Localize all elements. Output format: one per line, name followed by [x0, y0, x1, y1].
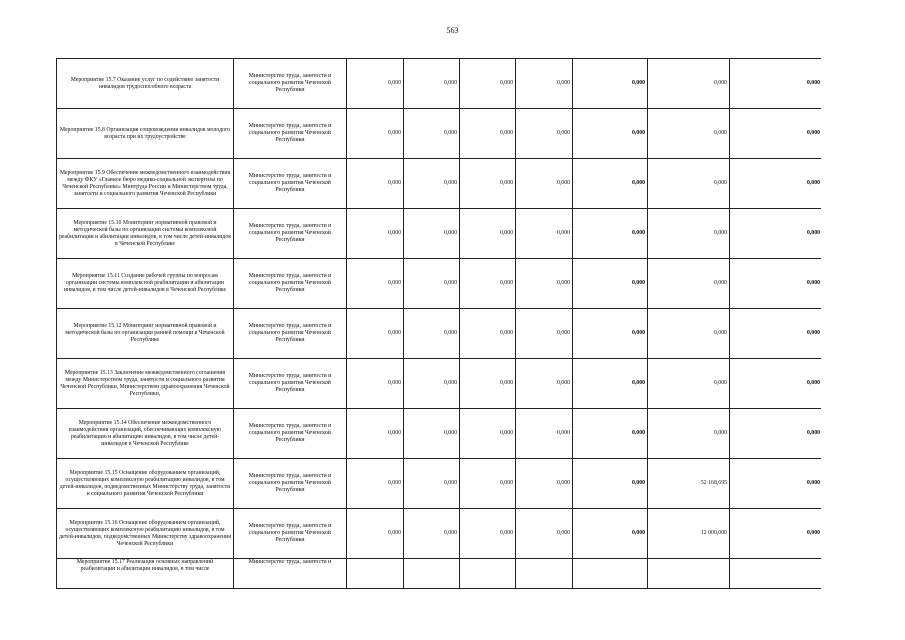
- value-cell: 0,000: [516, 109, 573, 159]
- value-cell: 0,000: [460, 309, 516, 359]
- value-cell: 0,000: [648, 409, 730, 459]
- value-cell: 0,000: [460, 209, 516, 259]
- value-cell: 0,000: [347, 409, 404, 459]
- value-cell: 0,000: [460, 109, 516, 159]
- value-cell: 0,000: [516, 409, 573, 459]
- value-cell: [404, 559, 460, 589]
- table-row: [57, 309, 822, 359]
- value-cell: 0,000: [516, 59, 573, 109]
- value-cell: 0,000: [648, 359, 730, 409]
- value-cell: [347, 559, 404, 589]
- measure-name-cell: Мероприятие 15.16 Оснащение оборудованием организаций, осуществляющих комплексную реабилитацию инвалидов, в том детей-инвалидов, подведомственных Министерству здравоохранения Чеченской Республики: [57, 509, 234, 559]
- value-cell: [648, 559, 730, 589]
- measure-name-cell: Мероприятие 15.11 Создание рабочей группы по вопросам организации системы комплексной реабилитации и абилитации инвалидов, в том числе детей-инвалидов в Чеченской Республике: [57, 259, 234, 309]
- value-cell: 0,000: [460, 459, 516, 509]
- value-cell: 0,000: [404, 109, 460, 159]
- table-row: [57, 459, 822, 509]
- value-cell: [516, 559, 573, 589]
- measure-name-cell: Мероприятие 15.7 Оказание услуг по содействию занятости инвалидов трудоспособного возраста: [57, 59, 234, 109]
- value-cell: 0,000: [347, 259, 404, 309]
- value-cell: 0,000: [347, 209, 404, 259]
- value-cell: 0,000: [404, 209, 460, 259]
- measure-name-cell: Мероприятие 15.8 Организация сопровождения инвалидов молодого возраста при их трудоустройстве: [57, 109, 234, 159]
- responsible-executor-cell: Министерство труда, занятости и социального развития Чеченской Республики: [234, 59, 347, 109]
- value-cell: 0,000: [573, 59, 648, 109]
- value-cell: 0,000: [460, 159, 516, 209]
- value-cell: 0,000: [648, 309, 730, 359]
- measure-name-cell: Мероприятие 15.14 Обеспечение межведомственного взаимодействия организаций, обеспечивающих комплексную реабилитацию и абилитацию инвалидов, в том числе детей-инвалидов в Чеченской Республике: [57, 409, 234, 459]
- measure-name-cell: Мероприятие 15.13 Заключение межведомственного соглашения между Министерством труда, занятости и социального развития Чеченской Республики, Министерством здравоохранения Чеченской Республики,: [57, 359, 234, 409]
- value-cell: 0,000: [573, 359, 648, 409]
- value-cell: 0,000: [648, 159, 730, 209]
- value-cell: 0,000: [573, 509, 648, 559]
- value-cell: 0,000: [730, 109, 822, 159]
- value-cell: 0,000: [516, 509, 573, 559]
- value-cell: [730, 559, 822, 589]
- value-cell: 0,000: [460, 59, 516, 109]
- table-row: [57, 259, 822, 309]
- table-row: [57, 109, 822, 159]
- responsible-executor-cell: Министерство труда, занятости и социального развития Чеченской Республики: [234, 309, 347, 359]
- value-cell: 0,000: [404, 509, 460, 559]
- value-cell: 0,000: [516, 159, 573, 209]
- value-cell: 0,000: [573, 409, 648, 459]
- budget-table-wrapper: [56, 58, 821, 593]
- measure-name-cell: Мероприятие 15.17 Реализация основных направлений реабилитации и абилитации инвалидов, в том числе: [57, 559, 234, 589]
- value-cell: 0,000: [516, 209, 573, 259]
- value-cell: 0,000: [648, 109, 730, 159]
- measure-name-cell: Мероприятие 15.15 Оснащение оборудованием организаций, осуществляющих комплексную реабилитацию инвалидов, в том детей-инвалидов, подведомственных Министерству труда, занятости и социального развития Чеченской Республики: [57, 459, 234, 509]
- value-cell: 0,000: [404, 309, 460, 359]
- value-cell: 0,000: [404, 259, 460, 309]
- value-cell: [460, 559, 516, 589]
- value-cell: 0,000: [648, 59, 730, 109]
- table-body: [57, 59, 822, 589]
- responsible-executor-cell: Министерство труда, занятости и социального развития Чеченской Республики: [234, 259, 347, 309]
- value-cell: 0,000: [730, 159, 822, 209]
- value-cell: 0,000: [460, 509, 516, 559]
- measure-name-cell: Мероприятие 15.10 Мониторинг нормативной правовой и методической базы по организации системы комплексной реабилитации и абилитации инвалидов, в том числе детей-инвалидов в Чеченской Республике: [57, 209, 234, 259]
- value-cell: 0,000: [648, 209, 730, 259]
- page-number: 563: [446, 26, 459, 35]
- value-cell: 0,000: [460, 409, 516, 459]
- value-cell: 0,000: [573, 459, 648, 509]
- value-cell: 52 168,695: [648, 459, 730, 509]
- value-cell: 0,000: [573, 109, 648, 159]
- value-cell: 0,000: [404, 409, 460, 459]
- value-cell: 0,000: [460, 259, 516, 309]
- value-cell: 0,000: [730, 409, 822, 459]
- value-cell: 0,000: [516, 359, 573, 409]
- measure-name-cell: Мероприятие 15.12 Мониторинг нормативной правовой и методической базы по организации ранней помощи в Чеченской Республике: [57, 309, 234, 359]
- value-cell: 0,000: [347, 109, 404, 159]
- responsible-executor-cell: Министерство труда, занятости и: [234, 559, 347, 589]
- value-cell: 0,000: [730, 309, 822, 359]
- value-cell: 0,000: [347, 159, 404, 209]
- value-cell: 0,000: [730, 259, 822, 309]
- value-cell: 0,000: [648, 259, 730, 309]
- value-cell: 0,000: [404, 359, 460, 409]
- responsible-executor-cell: Министерство труда, занятости и социального развития Чеченской Республики: [234, 459, 347, 509]
- responsible-executor-cell: Министерство труда, занятости и социального развития Чеченской Республики: [234, 109, 347, 159]
- value-cell: 0,000: [730, 509, 822, 559]
- value-cell: 0,000: [404, 459, 460, 509]
- responsible-executor-cell: Министерство труда, занятости и социального развития Чеченской Республики: [234, 209, 347, 259]
- value-cell: 0,000: [347, 359, 404, 409]
- responsible-executor-cell: Министерство труда, занятости и социального развития Чеченской Республики: [234, 509, 347, 559]
- value-cell: 0,000: [573, 309, 648, 359]
- value-cell: 0,000: [730, 359, 822, 409]
- table-row: [57, 59, 822, 109]
- value-cell: 0,000: [730, 209, 822, 259]
- value-cell: 0,000: [516, 259, 573, 309]
- value-cell: 0,000: [347, 459, 404, 509]
- value-cell: 0,000: [573, 159, 648, 209]
- value-cell: 0,000: [516, 309, 573, 359]
- table-row: [57, 559, 822, 589]
- value-cell: 0,000: [573, 209, 648, 259]
- value-cell: 0,000: [404, 59, 460, 109]
- value-cell: 0,000: [460, 359, 516, 409]
- value-cell: 0,000: [404, 159, 460, 209]
- table-row: [57, 159, 822, 209]
- measure-name-cell: Мероприятие 15.9 Обеспечение межведомственного взаимодействия между ФКУ «Главное бюро медико-социальной экспертизы по Чеченской Республике» Минтруда России и Министерством труда, занятости и социального развития Чеченской Республики: [57, 159, 234, 209]
- responsible-executor-cell: Министерство труда, занятости и социального развития Чеченской Республики: [234, 359, 347, 409]
- value-cell: 0,000: [347, 509, 404, 559]
- table-row: [57, 509, 822, 559]
- value-cell: 0,000: [347, 309, 404, 359]
- table-row: [57, 209, 822, 259]
- value-cell: [573, 559, 648, 589]
- value-cell: 0,000: [347, 59, 404, 109]
- value-cell: 0,000: [516, 459, 573, 509]
- value-cell: 0,000: [730, 459, 822, 509]
- budget-table: [56, 58, 821, 589]
- responsible-executor-cell: Министерство труда, занятости и социального развития Чеченской Республики: [234, 409, 347, 459]
- value-cell: 0,000: [730, 59, 822, 109]
- table-row: [57, 409, 822, 459]
- responsible-executor-cell: Министерство труда, занятости и социального развития Чеченской Республики: [234, 159, 347, 209]
- value-cell: 12 000,000: [648, 509, 730, 559]
- value-cell: 0,000: [573, 259, 648, 309]
- table-row: [57, 359, 822, 409]
